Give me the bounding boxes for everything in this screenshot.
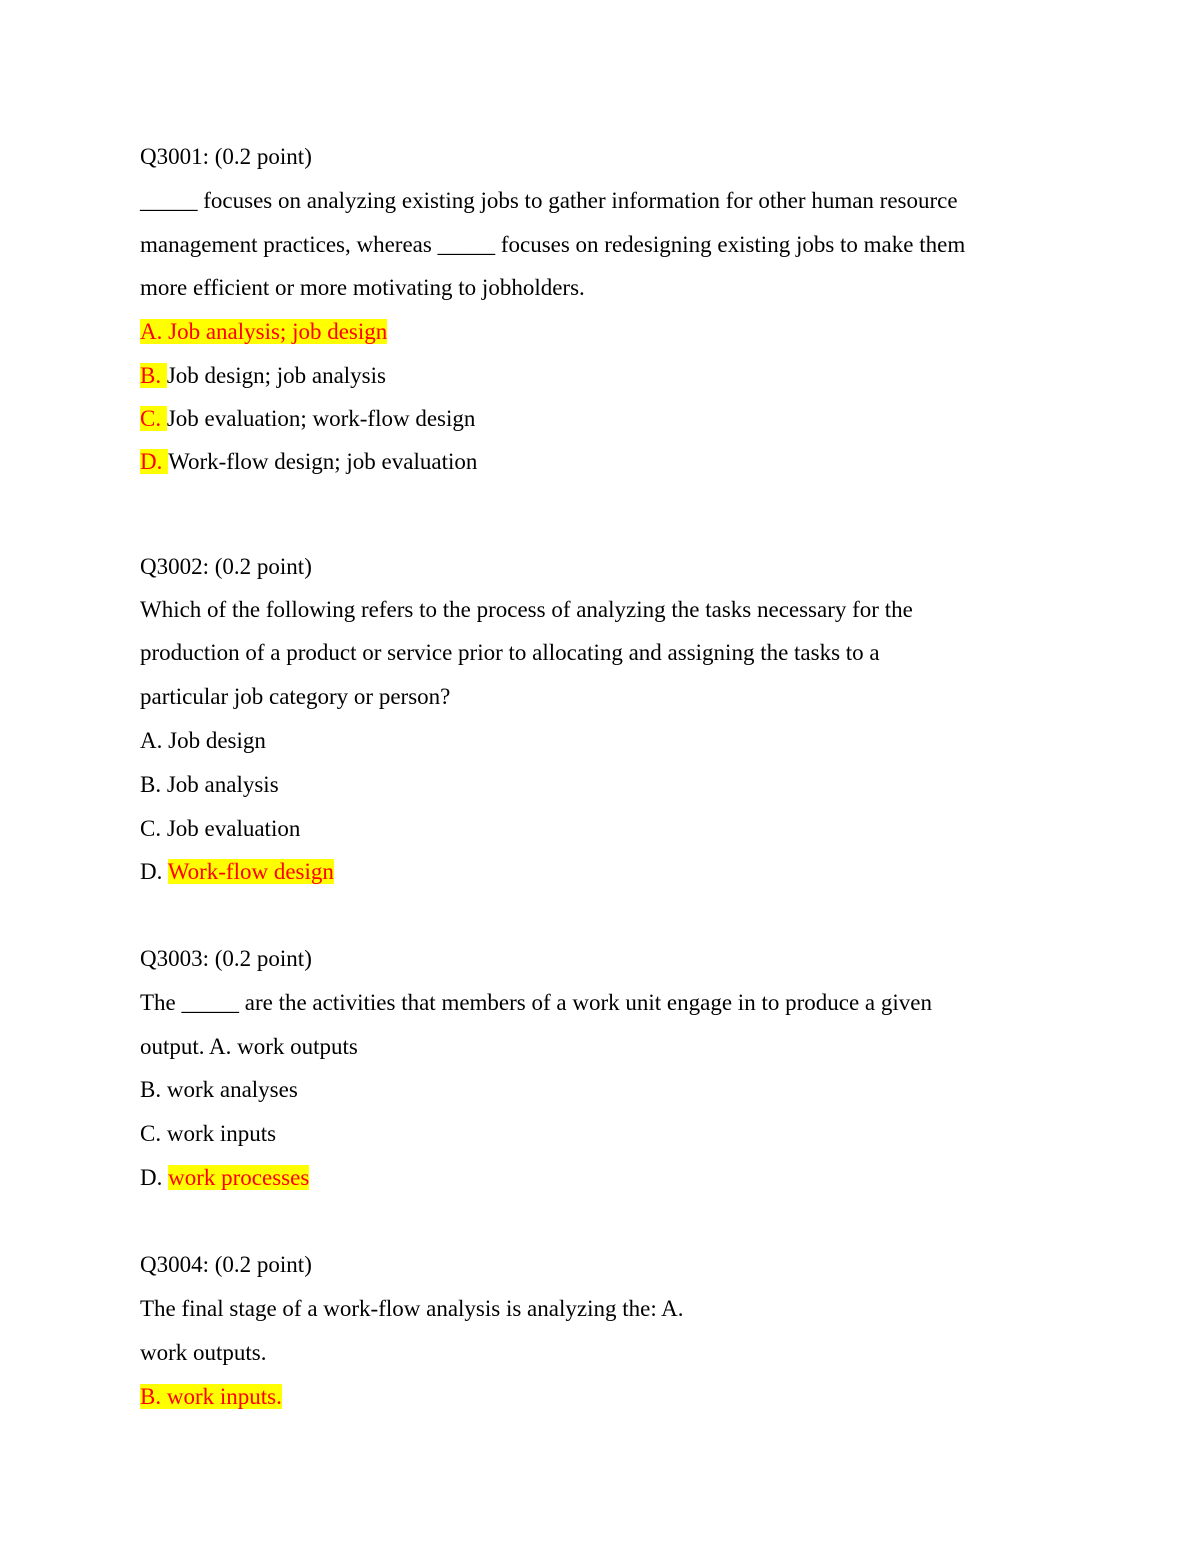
- option-text: work analyses: [166, 1077, 298, 1102]
- question-stem-line: output. A. work outputs: [140, 1034, 358, 1059]
- question-stem-line: particular job category or person?: [140, 684, 451, 709]
- option-text: work inputs.: [161, 1384, 282, 1409]
- option-letter: C.: [140, 816, 162, 841]
- answer-option: [140, 726, 266, 756]
- question-stem-line: management practices, whereas _____ focuses on redesigning existing jobs to make them: [140, 232, 966, 257]
- question-header: Q3004: (0.2 point): [140, 1252, 312, 1277]
- option-letter: B.: [140, 772, 162, 797]
- option-text: Job evaluation: [166, 816, 301, 841]
- question-stem-line: The _____ are the activities that members of a work unit engage in to produce a given: [140, 990, 932, 1015]
- option-text: work processes: [168, 1165, 310, 1190]
- option-letter: B.: [140, 1384, 162, 1409]
- answer-option-correct: [140, 857, 334, 887]
- option-letter: A.: [140, 319, 163, 344]
- question-stem-line: The final stage of a work-flow analysis is analyzing the: A.: [140, 1296, 684, 1321]
- answer-option: [140, 770, 279, 800]
- question-stem-line: more efficient or more motivating to jobholders.: [140, 275, 585, 300]
- question-stem-line: work outputs.: [140, 1340, 267, 1365]
- option-letter: D.: [140, 859, 163, 884]
- question-header: Q3001: (0.2 point): [140, 144, 312, 169]
- question-stem-line: production of a product or service prior to allocating and assigning the tasks to a: [140, 640, 880, 665]
- option-text: Work-flow design; job evaluation: [168, 449, 478, 474]
- option-letter: D.: [140, 1165, 163, 1190]
- option-text: Job analysis; job design: [162, 319, 388, 344]
- option-text: Job design; job analysis: [166, 363, 386, 388]
- question-header: Q3002: (0.2 point): [140, 554, 312, 579]
- answer-option: [140, 404, 475, 434]
- option-letter: C.: [140, 1121, 162, 1146]
- question-stem-line: Which of the following refers to the process of analyzing the tasks necessary for the: [140, 597, 913, 622]
- option-letter: A.: [140, 728, 163, 753]
- answer-option: [140, 361, 386, 391]
- answer-option: [140, 447, 477, 477]
- answer-option-correct: [140, 1382, 282, 1412]
- option-letter: C.: [140, 406, 167, 431]
- option-text: Job analysis: [166, 772, 279, 797]
- option-letter: B.: [140, 1077, 162, 1102]
- answer-option: [140, 814, 300, 844]
- option-letter: B.: [140, 363, 167, 388]
- option-text: Job design: [168, 728, 266, 753]
- option-text: work inputs: [166, 1121, 277, 1146]
- answer-option-correct: [140, 1163, 309, 1193]
- question-header: Q3003: (0.2 point): [140, 946, 312, 971]
- answer-option-correct: [140, 317, 387, 347]
- question-stem-line: _____ focuses on analyzing existing jobs to gather information for other human resource: [140, 188, 958, 213]
- answer-option: [140, 1075, 298, 1105]
- answer-option: [140, 1119, 276, 1149]
- option-letter: D.: [140, 449, 168, 474]
- option-text: Job evaluation; work-flow design: [166, 406, 476, 431]
- option-text: Work-flow design: [167, 859, 334, 884]
